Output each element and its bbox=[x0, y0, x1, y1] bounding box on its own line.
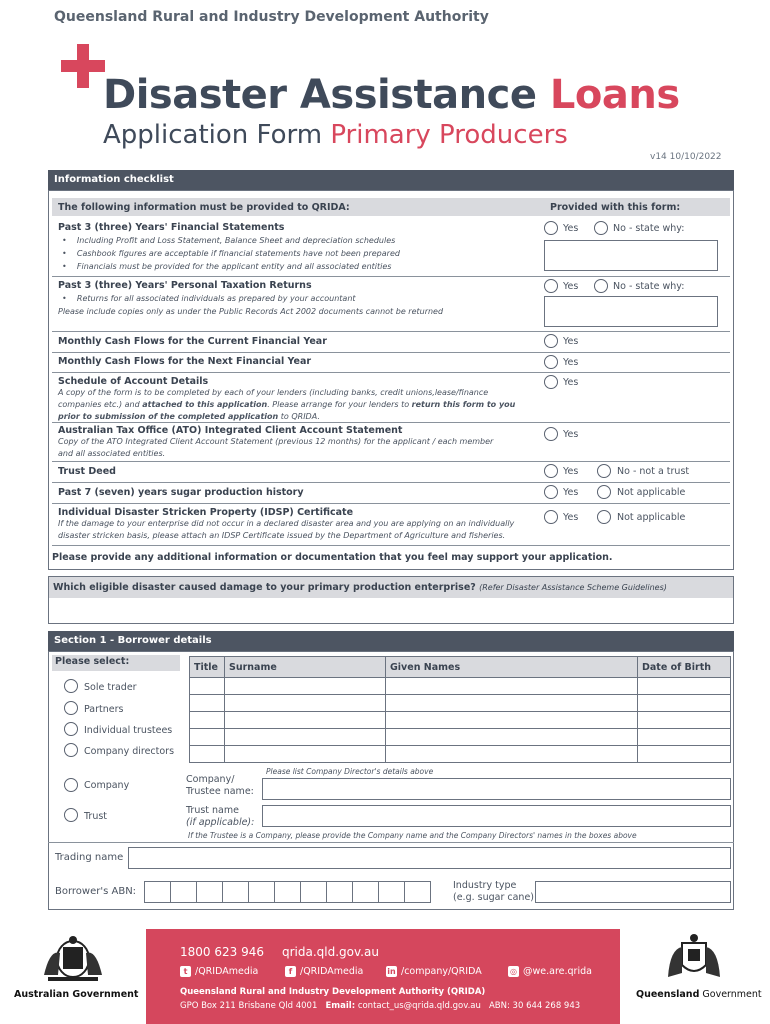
borrower-table-header bbox=[190, 657, 731, 678]
footer-website[interactable]: qrida.qld.gov.au bbox=[282, 945, 379, 959]
ato-description: Copy of the ATO Integrated Client Account Statement (previous 12 months) for the applicant / each member and all associated entities. bbox=[58, 437, 494, 458]
row-divider bbox=[52, 545, 730, 546]
australian-government-logo bbox=[14, 935, 139, 1005]
sole-trader-label: Sole trader bbox=[84, 682, 137, 693]
row-divider bbox=[52, 503, 730, 504]
row-divider bbox=[52, 461, 730, 462]
col-surname: Surname bbox=[225, 657, 386, 678]
abn-digit-box[interactable] bbox=[404, 881, 431, 903]
abn-digit-box[interactable] bbox=[274, 881, 301, 903]
financial-reason-input[interactable] bbox=[544, 240, 718, 271]
footer-facebook[interactable]: f /QRIDAmedia bbox=[285, 966, 363, 977]
individual-trustees-label: Individual trustees bbox=[84, 725, 173, 736]
sugar-history-label: Past 7 (seven) years sugar production history bbox=[58, 487, 304, 498]
company-trustee-label: Company/ Trustee name: bbox=[186, 774, 254, 797]
trust-deed-yes-radio[interactable] bbox=[544, 464, 558, 478]
qld-crest-icon bbox=[636, 933, 752, 985]
cash-flow-next-yes-radio[interactable] bbox=[544, 355, 558, 369]
abn-digit-box[interactable] bbox=[248, 881, 275, 903]
checklist-col-left: The following information must be provided to QRIDA: bbox=[58, 202, 350, 213]
table-row[interactable] bbox=[190, 746, 731, 763]
trust-name-label: Trust name (if applicable): bbox=[186, 805, 255, 828]
sugar-yes-radio[interactable] bbox=[544, 485, 558, 499]
abn-digit-box[interactable] bbox=[144, 881, 171, 903]
financial-bullet-2: • Cashbook figures are acceptable if financial statements have not been prepared bbox=[62, 249, 400, 258]
schedule-yes-label: Yes bbox=[563, 377, 579, 388]
disaster-question: Which eligible disaster caused damage to your primary production enterprise? (Refer Disaster Assistance Scheme Guidelines) bbox=[53, 582, 667, 593]
trading-name-label: Trading name bbox=[55, 852, 124, 863]
facebook-icon: f bbox=[285, 966, 296, 977]
tax-no-label: No - state why: bbox=[613, 281, 685, 292]
trust-deed-yes-label: Yes bbox=[563, 466, 579, 477]
cash-flow-current-label: Monthly Cash Flows for the Current Financial Year bbox=[58, 336, 327, 347]
idsp-na-radio[interactable] bbox=[597, 510, 611, 524]
queensland-government-logo bbox=[636, 933, 762, 1005]
cash-flow-current-yes-label: Yes bbox=[563, 336, 579, 347]
financial-yes-radio[interactable] bbox=[544, 221, 558, 235]
cash-flow-current-yes-radio[interactable] bbox=[544, 334, 558, 348]
financial-no-radio[interactable] bbox=[594, 221, 608, 235]
footer-phone[interactable]: 1800 623 946 bbox=[180, 945, 264, 959]
industry-type-input[interactable] bbox=[535, 881, 731, 903]
disaster-input[interactable] bbox=[49, 598, 733, 623]
cash-flow-next-yes-label: Yes bbox=[563, 357, 579, 368]
abn-digit-box[interactable] bbox=[352, 881, 379, 903]
row-divider bbox=[52, 276, 730, 277]
checklist-col-right: Provided with this form: bbox=[550, 202, 681, 213]
row-divider bbox=[52, 422, 730, 423]
financial-statements-title: Past 3 (three) Years' Financial Statements bbox=[58, 222, 285, 233]
idsp-description: If the damage to your enterprise did not occur in a declared disaster area and you are applying on an individually disaster stricken basis, please attach an IDSP Certificate issued by the Department of Agriculture and fisheries. bbox=[58, 519, 515, 540]
trust-deed-no-radio[interactable] bbox=[597, 464, 611, 478]
cash-flow-next-label: Monthly Cash Flows for the Next Financial Year bbox=[58, 356, 312, 367]
company-directors-radio[interactable] bbox=[64, 743, 78, 757]
trust-label: Trust bbox=[84, 811, 108, 822]
financial-bullet-1: • Including Profit and Loss Statement, Balance Sheet and depreciation schedules bbox=[62, 236, 396, 245]
abn-digit-box[interactable] bbox=[378, 881, 405, 903]
row-divider bbox=[52, 372, 730, 373]
idsp-yes-label: Yes bbox=[563, 512, 579, 523]
tax-no-radio[interactable] bbox=[594, 279, 608, 293]
please-select-label: Please select: bbox=[55, 656, 130, 667]
schedule-title: Schedule of Account Details bbox=[58, 376, 209, 387]
table-row[interactable] bbox=[190, 712, 731, 729]
abn-label: Borrower's ABN: bbox=[55, 886, 137, 897]
row-divider bbox=[52, 352, 730, 353]
row-divider bbox=[52, 331, 730, 332]
partners-label: Partners bbox=[84, 704, 124, 715]
tax-yes-radio[interactable] bbox=[544, 279, 558, 293]
form-subtitle: Application Form Primary Producers bbox=[103, 120, 568, 150]
borrower-table bbox=[189, 656, 731, 763]
footer-org: Queensland Rural and Industry Development Authority (QRIDA) bbox=[180, 987, 486, 997]
financial-yes-label: Yes bbox=[563, 223, 579, 234]
queensland-government-text: Queensland Government bbox=[636, 989, 762, 1000]
row-divider bbox=[48, 842, 734, 843]
abn-digit-box[interactable] bbox=[326, 881, 353, 903]
abn-digit-box[interactable] bbox=[196, 881, 223, 903]
sugar-yes-label: Yes bbox=[563, 487, 579, 498]
row-divider bbox=[52, 482, 730, 483]
tax-yes-label: Yes bbox=[563, 281, 579, 292]
abn-digit-box[interactable] bbox=[222, 881, 249, 903]
idsp-title: Individual Disaster Stricken Property (IDSP) Certificate bbox=[58, 507, 354, 518]
instagram-icon: ◎ bbox=[508, 966, 519, 977]
linkedin-icon: in bbox=[387, 967, 396, 976]
idsp-yes-radio[interactable] bbox=[544, 510, 558, 524]
industry-type-label: Industry type (e.g. sugar cane) bbox=[453, 880, 535, 903]
trust-deed-label: Trust Deed bbox=[58, 466, 116, 477]
abn-digit-box[interactable] bbox=[170, 881, 197, 903]
tax-bullet-1: • Returns for all associated individuals as prepared by your accountant bbox=[62, 294, 356, 303]
idsp-na-label: Not applicable bbox=[617, 512, 686, 523]
footer-instagram[interactable]: ◎ @we.are.qrida bbox=[510, 966, 592, 977]
financial-no-label: No - state why: bbox=[613, 223, 685, 234]
table-row[interactable] bbox=[190, 729, 731, 746]
company-trustee-input[interactable] bbox=[262, 778, 731, 800]
section1-bar: Section 1 - Borrower details bbox=[48, 631, 734, 651]
partners-radio[interactable] bbox=[64, 701, 78, 715]
abn-digit-box[interactable] bbox=[300, 881, 327, 903]
footer-linkedin[interactable]: in /company/QRIDA bbox=[387, 966, 482, 977]
trading-name-input[interactable] bbox=[128, 847, 731, 869]
company-radio[interactable] bbox=[64, 778, 78, 792]
individual-trustees-radio[interactable] bbox=[64, 722, 78, 736]
ato-yes-label: Yes bbox=[563, 429, 579, 440]
form-title: Disaster Assistance Loans bbox=[103, 72, 680, 118]
trustee-note: If the Trustee is a Company, please provide the Company name and the Company Directors' names in the boxes above bbox=[188, 831, 637, 840]
additional-info-note: Please provide any additional information or documentation that you feel may support your application. bbox=[52, 552, 613, 563]
table-row[interactable] bbox=[190, 678, 731, 695]
coat-of-arms-icon bbox=[14, 935, 132, 985]
sugar-na-radio[interactable] bbox=[597, 485, 611, 499]
table-row[interactable] bbox=[190, 695, 731, 712]
col-given: Given Names bbox=[386, 657, 638, 678]
footer-twitter[interactable]: t /QRIDAmedia bbox=[180, 966, 258, 977]
col-title: Title bbox=[190, 657, 225, 678]
tax-reason-input[interactable] bbox=[544, 296, 718, 327]
checklist-bar: Information checklist bbox=[48, 170, 734, 190]
ato-yes-radio[interactable] bbox=[544, 427, 558, 441]
form-version: v14 10/10/2022 bbox=[650, 152, 722, 162]
footer-address-line: GPO Box 211 Brisbane Qld 4001 Email: contact_us@qrida.qld.gov.au ABN: 30 644 268 943 bbox=[180, 1001, 581, 1011]
company-directors-label: Company directors bbox=[84, 746, 175, 757]
tax-returns-title: Past 3 (three) Years' Personal Taxation Returns bbox=[58, 280, 312, 291]
organisation-name: Queensland Rural and Industry Development Authority bbox=[54, 9, 489, 25]
trust-radio[interactable] bbox=[64, 808, 78, 822]
abn-input[interactable] bbox=[144, 881, 431, 903]
sole-trader-radio[interactable] bbox=[64, 679, 78, 693]
trust-deed-no-label: No - not a trust bbox=[617, 466, 690, 477]
schedule-yes-radio[interactable] bbox=[544, 375, 558, 389]
tax-note: Please include copies only as under the Public Records Act 2002 documents cannot be returned bbox=[58, 307, 444, 316]
australian-government-text: Australian Government bbox=[14, 989, 139, 1000]
twitter-icon: t bbox=[180, 966, 191, 977]
directors-note: Please list Company Director's details above bbox=[266, 767, 434, 776]
sugar-na-label: Not applicable bbox=[617, 487, 686, 498]
plus-logo-icon-bar bbox=[61, 60, 105, 72]
ato-title: Australian Tax Office (ATO) Integrated Client Account Statement bbox=[58, 425, 403, 436]
trust-name-input[interactable] bbox=[262, 805, 731, 827]
company-label: Company bbox=[84, 780, 130, 791]
schedule-description: A copy of the form is to be completed by each of your lenders (including banks, credit unions,lease/finance companies etc.) and attached to this application. Please arrange for your lenders to return this form to you prior to submission of the completed application to QRIDA. bbox=[58, 388, 516, 421]
financial-bullet-3: • Financials must be provided for the applicant entity and all associated entities bbox=[62, 262, 392, 271]
col-dob: Date of Birth bbox=[638, 657, 731, 678]
